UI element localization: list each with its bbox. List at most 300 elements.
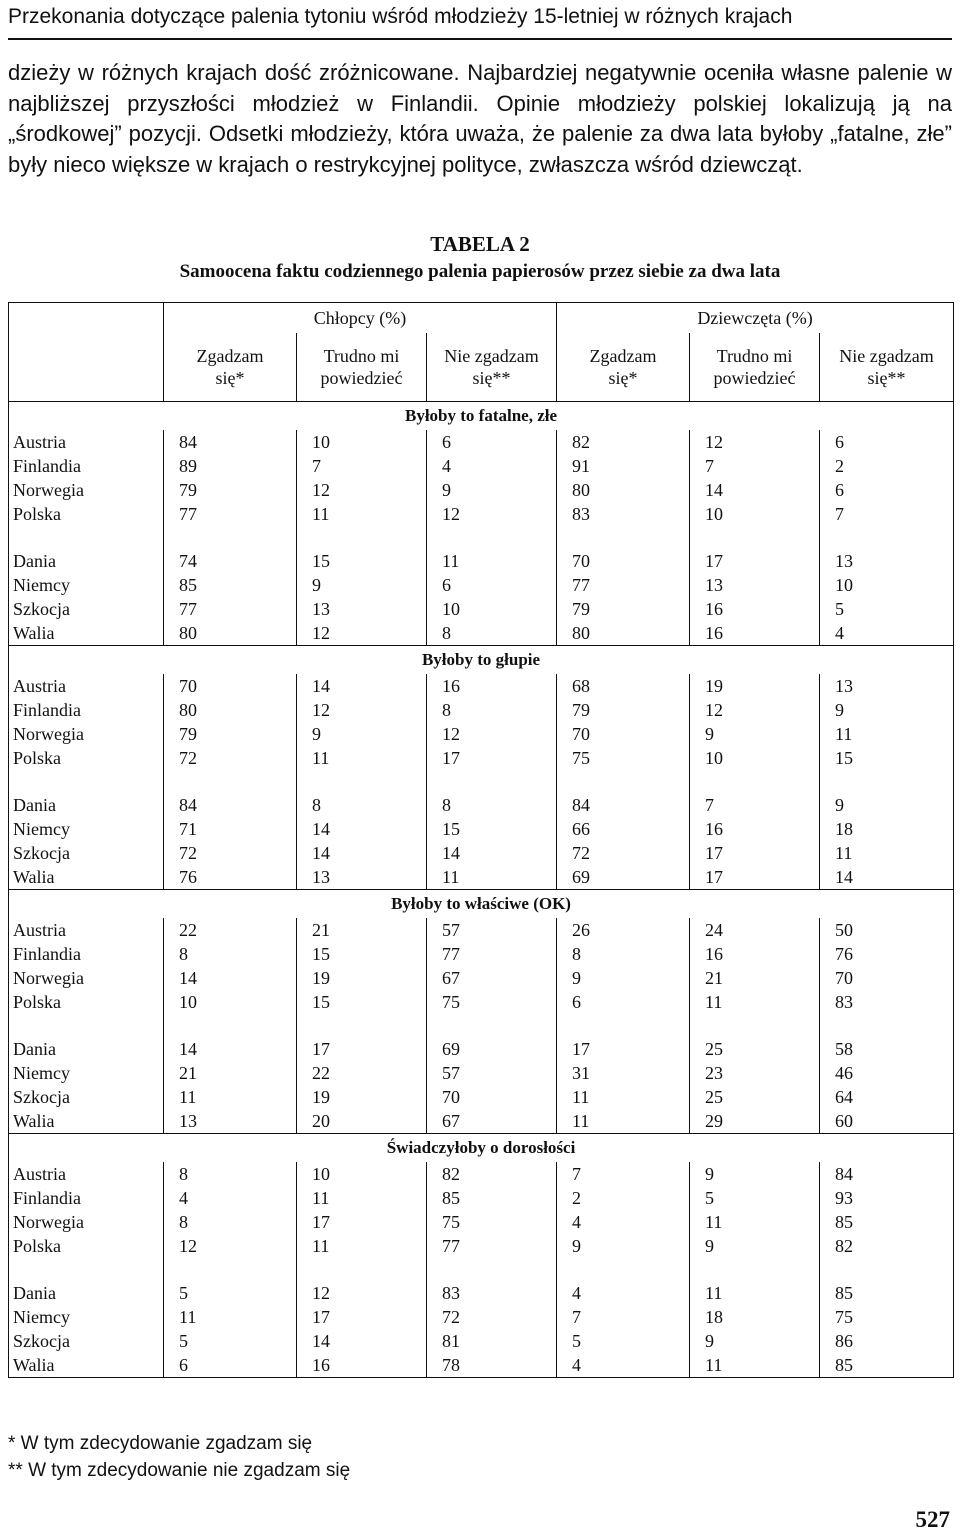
value-cell: 58 <box>820 1037 954 1061</box>
table-caption <box>0 230 960 286</box>
group-spacer <box>9 770 954 793</box>
value-cell: 75 <box>557 746 690 770</box>
spacer-cell <box>820 1014 954 1037</box>
section-title-row <box>9 1134 954 1163</box>
country-cell: Szkocja <box>13 599 70 619</box>
value-cell: 17 <box>557 1037 690 1061</box>
value-cell: 85 <box>164 573 297 597</box>
value-cell: 10 <box>297 430 427 454</box>
table-row <box>9 918 954 942</box>
value-cell: 80 <box>557 478 690 502</box>
value-cell: 84 <box>820 1162 954 1186</box>
value-cell: 17 <box>297 1210 427 1234</box>
value-cell: 11 <box>427 549 557 573</box>
value-cell: 5 <box>820 597 954 621</box>
value-cell: 9 <box>427 478 557 502</box>
spacer-cell <box>164 526 297 549</box>
value-cell: 72 <box>164 841 297 865</box>
spacer-cell <box>427 1014 557 1037</box>
value-cell: 8 <box>427 621 557 646</box>
value-cell: 69 <box>427 1037 557 1061</box>
value-cell: 5 <box>164 1281 297 1305</box>
value-cell: 83 <box>427 1281 557 1305</box>
value-cell: 9 <box>820 698 954 722</box>
value-cell: 10 <box>427 597 557 621</box>
value-cell: 8 <box>557 942 690 966</box>
value-cell: 10 <box>164 990 297 1014</box>
spacer-cell <box>297 1014 427 1037</box>
table-row <box>9 1085 954 1109</box>
section-title-row <box>9 646 954 675</box>
section-title: Byłoby to głupie <box>9 646 954 675</box>
header-rule <box>8 38 952 40</box>
value-cell: 77 <box>164 502 297 526</box>
table-row <box>9 865 954 890</box>
value-cell: 7 <box>297 454 427 478</box>
section-title: Byłoby to fatalne, złe <box>405 406 558 425</box>
country-cell: Norwegia <box>13 724 84 744</box>
spacer-cell <box>164 770 297 793</box>
value-cell: 5 <box>557 1329 690 1353</box>
value-cell: 50 <box>820 918 954 942</box>
spacer-cell <box>9 1014 164 1037</box>
value-cell: 17 <box>690 549 820 573</box>
value-cell: 13 <box>297 597 427 621</box>
section-title-row <box>9 402 954 431</box>
spacer-cell <box>820 1258 954 1281</box>
value-cell: 24 <box>690 918 820 942</box>
footnote-2: ** W tym zdecydowanie nie zgadzam się <box>8 1460 351 1481</box>
value-cell: 16 <box>690 621 820 646</box>
value-cell: 7 <box>690 793 820 817</box>
value-cell: 19 <box>690 674 820 698</box>
value-cell: 14 <box>427 841 557 865</box>
value-cell: 12 <box>297 478 427 502</box>
value-cell: 8 <box>164 1210 297 1234</box>
value-cell: 15 <box>427 817 557 841</box>
value-cell: 4 <box>557 1281 690 1305</box>
corner-cell <box>9 333 164 402</box>
table-row <box>9 966 954 990</box>
value-cell: 79 <box>164 722 297 746</box>
table-row <box>9 573 954 597</box>
value-cell: 13 <box>297 865 427 890</box>
value-cell: 14 <box>297 841 427 865</box>
value-cell: 16 <box>690 817 820 841</box>
corner-cell <box>9 303 164 334</box>
country-cell: Norwegia <box>13 1212 84 1232</box>
value-cell: 77 <box>427 942 557 966</box>
value-cell: 57 <box>427 918 557 942</box>
value-cell: 25 <box>690 1085 820 1109</box>
value-cell: 21 <box>690 966 820 990</box>
value-cell: 68 <box>557 674 690 698</box>
table-row <box>9 597 954 621</box>
value-cell: 11 <box>297 1186 427 1210</box>
value-cell: 11 <box>164 1305 297 1329</box>
table-row <box>9 1210 954 1234</box>
value-cell: 84 <box>164 793 297 817</box>
value-cell: 2 <box>557 1186 690 1210</box>
table-row <box>9 793 954 817</box>
data-table <box>8 302 954 1378</box>
country-cell: Dania <box>13 1283 56 1303</box>
section-title: Świadczyłoby o dorosłości <box>9 1134 954 1163</box>
value-cell: 11 <box>427 865 557 890</box>
value-cell: 12 <box>690 698 820 722</box>
country-cell: Polska <box>13 992 62 1012</box>
table-row <box>9 1061 954 1085</box>
value-cell: 17 <box>297 1037 427 1061</box>
column-header-line1: Trudno mi <box>716 346 793 366</box>
table-row <box>9 549 954 573</box>
running-header: Przekonania dotyczące palenia tytoniu wśród młodzieży 15-letniej w różnych krajach <box>8 5 793 28</box>
value-cell: 7 <box>557 1162 690 1186</box>
column-header <box>297 333 427 402</box>
country-cell: Finlandia <box>13 456 81 476</box>
value-cell: 60 <box>820 1109 954 1134</box>
value-cell: 11 <box>164 1085 297 1109</box>
column-header-line2: powiedzieć <box>320 368 403 388</box>
value-cell: 72 <box>427 1305 557 1329</box>
value-cell: 74 <box>164 549 297 573</box>
value-cell: 14 <box>820 865 954 890</box>
value-cell: 9 <box>690 1329 820 1353</box>
value-cell: 10 <box>690 502 820 526</box>
intro-paragraph: dzieży w różnych krajach dość zróżnicowane. Najbardziej negatywnie oceniła własne palenie w najbliższej przyszłości młodzież w Finlandii. Opinie młodzieży polskiej lokalizują ją na „środkowej” pozycji. Odsetki młodzieży, która uważa, że palenie za dwa lata byłoby „fatalne, złe” były nieco większe w krajach o restrykcyjnej polityce, zwłaszcza wśród dziewcząt. <box>8 60 952 177</box>
table-body <box>9 303 954 1378</box>
table-row <box>9 502 954 526</box>
group-spacer <box>9 1258 954 1281</box>
country-cell: Austria <box>13 920 66 940</box>
value-cell: 17 <box>690 865 820 890</box>
column-header-line2: się** <box>472 368 511 388</box>
value-cell: 70 <box>164 674 297 698</box>
value-cell: 8 <box>427 698 557 722</box>
column-header-line2: się** <box>867 368 906 388</box>
country-cell: Niemcy <box>13 1307 70 1327</box>
value-cell: 7 <box>690 454 820 478</box>
value-cell: 85 <box>427 1186 557 1210</box>
value-cell: 10 <box>820 573 954 597</box>
value-cell: 77 <box>164 597 297 621</box>
value-cell: 66 <box>557 817 690 841</box>
footnotes <box>8 1430 708 1484</box>
spacer-cell <box>164 1014 297 1037</box>
value-cell: 82 <box>557 430 690 454</box>
value-cell: 83 <box>820 990 954 1014</box>
spacer-cell <box>557 1014 690 1037</box>
value-cell: 11 <box>690 1281 820 1305</box>
country-cell: Dania <box>13 795 56 815</box>
value-cell: 10 <box>690 746 820 770</box>
column-header <box>820 333 954 402</box>
country-cell: Austria <box>13 432 66 452</box>
country-cell: Szkocja <box>13 1331 70 1351</box>
value-cell: 83 <box>557 502 690 526</box>
spacer-cell <box>820 526 954 549</box>
value-cell: 2 <box>820 454 954 478</box>
value-cell: 57 <box>427 1061 557 1085</box>
value-cell: 15 <box>297 942 427 966</box>
value-cell: 14 <box>297 817 427 841</box>
value-cell: 17 <box>690 841 820 865</box>
page-number: 527 <box>915 1507 950 1532</box>
table-row <box>9 1186 954 1210</box>
value-cell: 21 <box>164 1061 297 1085</box>
table-row <box>9 478 954 502</box>
table-row <box>9 1281 954 1305</box>
value-cell: 80 <box>164 621 297 646</box>
country-cell: Walia <box>13 867 55 887</box>
value-cell: 11 <box>557 1085 690 1109</box>
column-header <box>427 333 557 402</box>
value-cell: 14 <box>690 478 820 502</box>
country-cell: Finlandia <box>13 700 81 720</box>
spacer-cell <box>9 1258 164 1281</box>
table-row <box>9 1037 954 1061</box>
value-cell: 9 <box>690 722 820 746</box>
spacer-cell <box>557 1258 690 1281</box>
value-cell: 8 <box>427 793 557 817</box>
column-header-line1: Zgadzam <box>196 346 264 366</box>
value-cell: 6 <box>820 478 954 502</box>
value-cell: 14 <box>164 1037 297 1061</box>
country-cell: Finlandia <box>13 1188 81 1208</box>
country-cell: Szkocja <box>13 843 70 863</box>
value-cell: 13 <box>820 549 954 573</box>
spacer-cell <box>557 770 690 793</box>
value-cell: 86 <box>820 1329 954 1353</box>
section-title: Byłoby to właściwe (OK) <box>9 890 954 919</box>
value-cell: 11 <box>690 1210 820 1234</box>
table-row <box>9 698 954 722</box>
value-cell: 11 <box>820 722 954 746</box>
value-cell: 82 <box>820 1234 954 1258</box>
column-header <box>557 333 690 402</box>
value-cell: 15 <box>820 746 954 770</box>
country-cell: Walia <box>13 1355 55 1375</box>
column-header-line1: Zgadzam <box>589 346 657 366</box>
spacer-cell <box>427 1258 557 1281</box>
value-cell: 85 <box>820 1281 954 1305</box>
value-cell: 12 <box>297 1281 427 1305</box>
country-cell: Szkocja <box>13 1087 70 1107</box>
table-row <box>9 1329 954 1353</box>
value-cell: 16 <box>690 597 820 621</box>
value-cell: 67 <box>427 1109 557 1134</box>
value-cell: 4 <box>557 1353 690 1378</box>
value-cell: 84 <box>557 793 690 817</box>
country-cell: Norwegia <box>13 968 84 988</box>
column-header-line2: się* <box>215 368 245 388</box>
column-header <box>690 333 820 402</box>
spacer-cell <box>164 1258 297 1281</box>
value-cell: 10 <box>297 1162 427 1186</box>
value-cell: 70 <box>557 722 690 746</box>
value-cell: 12 <box>427 502 557 526</box>
value-cell: 12 <box>427 722 557 746</box>
value-cell: 15 <box>297 549 427 573</box>
value-cell: 11 <box>820 841 954 865</box>
value-cell: 8 <box>164 942 297 966</box>
value-cell: 91 <box>557 454 690 478</box>
table-row <box>9 990 954 1014</box>
value-cell: 25 <box>690 1037 820 1061</box>
group-header-girls: Dziewczęta (%) <box>557 303 954 334</box>
value-cell: 9 <box>297 722 427 746</box>
value-cell: 17 <box>297 1305 427 1329</box>
table-row <box>9 1162 954 1186</box>
value-cell: 16 <box>690 942 820 966</box>
value-cell: 93 <box>820 1186 954 1210</box>
spacer-cell <box>690 770 820 793</box>
value-cell: 76 <box>820 942 954 966</box>
column-header-line1: Trudno mi <box>323 346 400 366</box>
value-cell: 81 <box>427 1329 557 1353</box>
value-cell: 22 <box>164 918 297 942</box>
value-cell: 6 <box>427 430 557 454</box>
spacer-cell <box>690 1258 820 1281</box>
value-cell: 11 <box>297 502 427 526</box>
table-row <box>9 942 954 966</box>
column-header-line2: powiedzieć <box>713 368 796 388</box>
spacer-cell <box>297 770 427 793</box>
value-cell: 4 <box>820 621 954 646</box>
value-cell: 75 <box>820 1305 954 1329</box>
table-row <box>9 454 954 478</box>
country-cell: Finlandia <box>13 944 81 964</box>
value-cell: 26 <box>557 918 690 942</box>
spacer-cell <box>427 526 557 549</box>
value-cell: 12 <box>164 1234 297 1258</box>
value-cell: 8 <box>297 793 427 817</box>
value-cell: 4 <box>557 1210 690 1234</box>
value-cell: 19 <box>297 966 427 990</box>
value-cell: 80 <box>164 698 297 722</box>
value-cell: 7 <box>820 502 954 526</box>
value-cell: 9 <box>297 573 427 597</box>
value-cell: 79 <box>164 478 297 502</box>
value-cell: 6 <box>427 573 557 597</box>
value-cell: 79 <box>557 597 690 621</box>
spacer-cell <box>427 770 557 793</box>
value-cell: 85 <box>820 1210 954 1234</box>
table-row <box>9 1234 954 1258</box>
value-cell: 4 <box>427 454 557 478</box>
country-cell: Niemcy <box>13 575 70 595</box>
country-cell: Niemcy <box>13 1063 70 1083</box>
value-cell: 18 <box>820 817 954 841</box>
column-header-line1: Nie zgadzam <box>839 346 934 366</box>
section-title-row <box>9 890 954 919</box>
table-row <box>9 621 954 646</box>
country-cell: Dania <box>13 551 56 571</box>
value-cell: 12 <box>297 621 427 646</box>
value-cell: 14 <box>297 1329 427 1353</box>
country-cell: Norwegia <box>13 480 84 500</box>
value-cell: 9 <box>820 793 954 817</box>
table-row <box>9 722 954 746</box>
value-cell: 75 <box>427 990 557 1014</box>
table-row <box>9 817 954 841</box>
value-cell: 12 <box>297 698 427 722</box>
value-cell: 31 <box>557 1061 690 1085</box>
value-cell: 89 <box>164 454 297 478</box>
value-cell: 18 <box>690 1305 820 1329</box>
value-cell: 9 <box>557 1234 690 1258</box>
value-cell: 11 <box>557 1109 690 1134</box>
column-header-row <box>9 333 954 402</box>
table-title: Samoocena faktu codziennego palenia papierosów przez siebie za dwa lata <box>179 261 781 282</box>
group-spacer <box>9 1014 954 1037</box>
value-cell: 22 <box>297 1061 427 1085</box>
value-cell: 80 <box>557 621 690 646</box>
spacer-cell <box>820 770 954 793</box>
value-cell: 64 <box>820 1085 954 1109</box>
country-cell: Polska <box>13 748 62 768</box>
spacer-cell <box>9 770 164 793</box>
value-cell: 11 <box>297 746 427 770</box>
table-row <box>9 841 954 865</box>
value-cell: 84 <box>164 430 297 454</box>
value-cell: 82 <box>427 1162 557 1186</box>
value-cell: 14 <box>164 966 297 990</box>
value-cell: 76 <box>164 865 297 890</box>
value-cell: 70 <box>557 549 690 573</box>
value-cell: 14 <box>297 674 427 698</box>
country-cell: Austria <box>13 1164 66 1184</box>
spacer-cell <box>690 1014 820 1037</box>
country-cell: Dania <box>13 1039 56 1059</box>
value-cell: 12 <box>690 430 820 454</box>
value-cell: 11 <box>690 990 820 1014</box>
value-cell: 72 <box>164 746 297 770</box>
group-spacer <box>9 526 954 549</box>
group-header-row <box>9 303 954 334</box>
value-cell: 75 <box>427 1210 557 1234</box>
value-cell: 69 <box>557 865 690 890</box>
value-cell: 23 <box>690 1061 820 1085</box>
table-row <box>9 674 954 698</box>
country-cell: Walia <box>13 623 55 643</box>
value-cell: 29 <box>690 1109 820 1134</box>
value-cell: 9 <box>690 1234 820 1258</box>
spacer-cell <box>9 526 164 549</box>
value-cell: 72 <box>557 841 690 865</box>
value-cell: 7 <box>557 1305 690 1329</box>
country-cell: Niemcy <box>13 819 70 839</box>
country-cell: Polska <box>13 1236 62 1256</box>
table-row <box>9 430 954 454</box>
footnote-1: * W tym zdecydowanie zgadzam się <box>8 1433 313 1454</box>
table-row <box>9 746 954 770</box>
value-cell: 16 <box>427 674 557 698</box>
table-row <box>9 1353 954 1378</box>
value-cell: 4 <box>164 1186 297 1210</box>
value-cell: 6 <box>557 990 690 1014</box>
value-cell: 17 <box>427 746 557 770</box>
value-cell: 77 <box>427 1234 557 1258</box>
value-cell: 6 <box>164 1353 297 1378</box>
table-row <box>9 1109 954 1134</box>
spacer-cell <box>690 526 820 549</box>
value-cell: 6 <box>820 430 954 454</box>
value-cell: 77 <box>557 573 690 597</box>
table-label: TABELA 2 <box>430 232 530 256</box>
column-header-line1: Nie zgadzam <box>444 346 539 366</box>
value-cell: 20 <box>297 1109 427 1134</box>
